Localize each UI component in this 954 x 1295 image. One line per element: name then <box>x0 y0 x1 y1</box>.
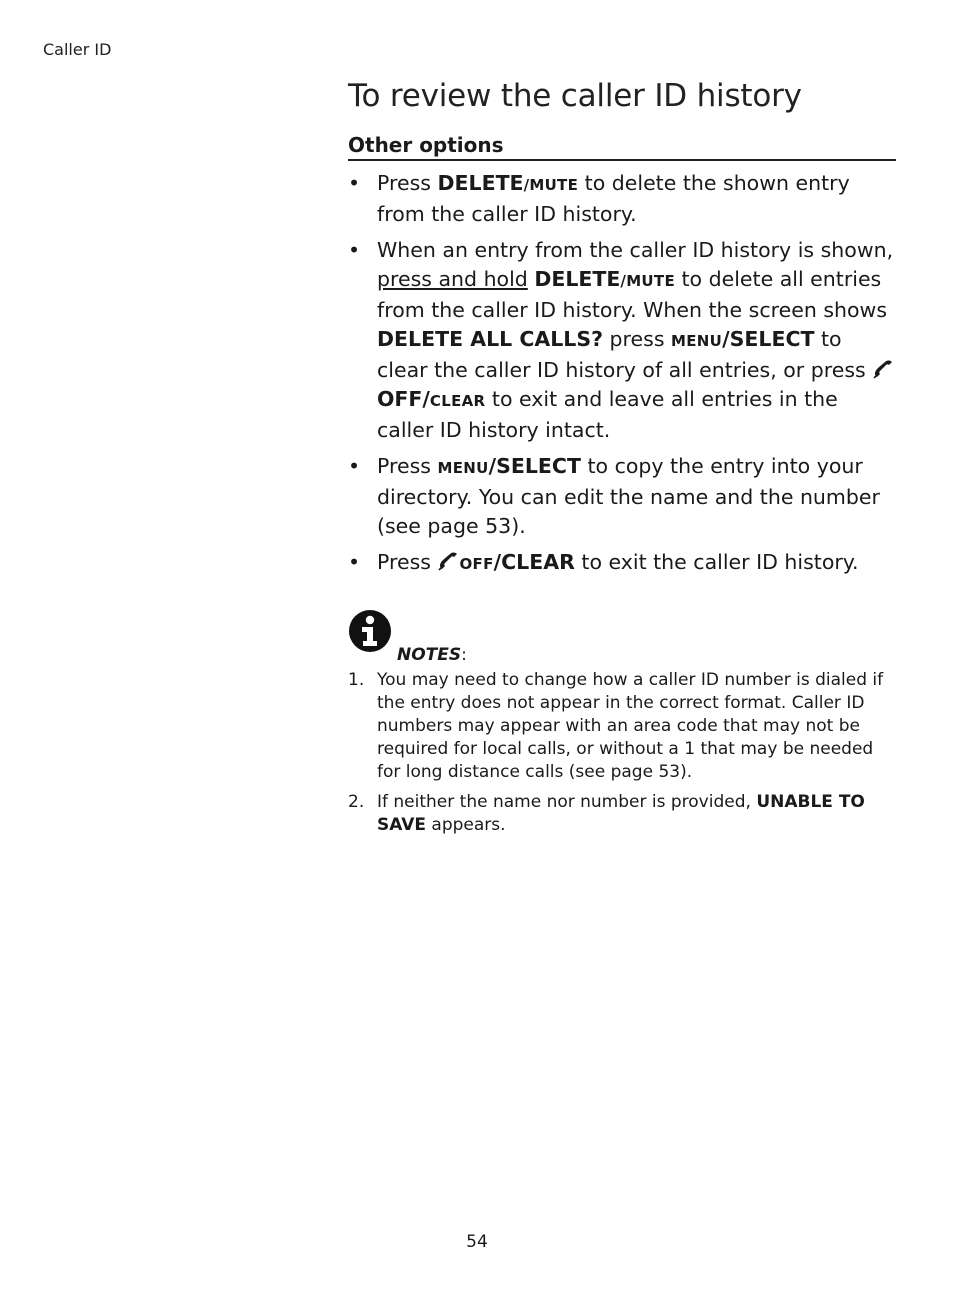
note-item <box>348 791 896 837</box>
text: to delete all entries from the caller ID history. When the screen shows <box>377 267 887 322</box>
section-heading: Other options <box>348 132 896 161</box>
key-off: OFF/ <box>377 387 430 411</box>
key-select: /SELECT <box>488 454 581 478</box>
key-menu: MENU <box>671 332 723 350</box>
key-clear: CLEAR <box>429 392 486 410</box>
page-title: To review the caller ID history <box>348 78 802 114</box>
text: Press <box>377 454 438 478</box>
text: to clear the caller ID history of all entries, or press <box>377 327 873 382</box>
options-list <box>348 169 896 579</box>
page-content <box>348 76 896 844</box>
screen-message: DELETE ALL CALLS? <box>377 327 604 351</box>
note-number: 2. <box>348 792 365 812</box>
phone-handset-icon <box>872 358 894 378</box>
note-number: 1. <box>348 670 365 690</box>
list-item <box>348 169 896 229</box>
page-number: 54 <box>466 1232 488 1252</box>
note-text: If neither the name nor number is provided, <box>377 792 757 812</box>
running-head: Caller ID <box>43 40 112 59</box>
notes-block <box>348 607 896 837</box>
notes-label <box>397 645 467 665</box>
list-item <box>348 452 896 541</box>
text: Press <box>377 171 438 195</box>
text: When an entry from the caller ID history is shown, <box>377 238 894 262</box>
info-icon <box>348 609 392 653</box>
bullet: • <box>348 238 361 262</box>
text: to delete the shown entry from the caller ID history. <box>377 171 850 226</box>
notes-list <box>348 669 896 837</box>
key-mute: /MUTE <box>523 176 579 194</box>
key-off: OFF <box>459 555 494 573</box>
notes-title: NOTES <box>397 645 462 665</box>
key-menu: MENU <box>437 459 489 477</box>
text: to copy the entry into your directory. You can edit the name and the number (see page 53). <box>377 454 880 538</box>
bullet: • <box>348 171 361 195</box>
notes-header <box>348 607 896 665</box>
note-text: appears. <box>426 815 506 835</box>
key-select: /SELECT <box>722 327 815 351</box>
text: press <box>603 327 672 351</box>
text: to exit the caller ID history. <box>574 550 859 574</box>
key-clear: /CLEAR <box>493 550 575 574</box>
key-delete: DELETE <box>534 267 621 291</box>
text: Press <box>377 550 438 574</box>
note-item <box>348 669 896 784</box>
underlined-text: press and hold <box>377 267 528 291</box>
list-item <box>348 548 896 579</box>
text: to exit and leave all entries in the caller ID history intact. <box>377 387 838 442</box>
screen-message: UNABLE TO SAVE <box>377 792 865 835</box>
bullet: • <box>348 454 361 478</box>
bullet: • <box>348 550 361 574</box>
phone-handset-icon <box>437 550 459 570</box>
key-mute: /MUTE <box>620 272 675 290</box>
notes-colon: : <box>461 645 467 665</box>
list-item <box>348 236 896 445</box>
note-text: You may need to change how a caller ID number is dialed if the entry does not appear in the correct format. Caller ID numbers may appear with an area code that may not be required for local calls, or without a 1 that may be needed for long distance calls (see page 53). <box>377 670 884 782</box>
key-delete: DELETE <box>437 171 524 195</box>
